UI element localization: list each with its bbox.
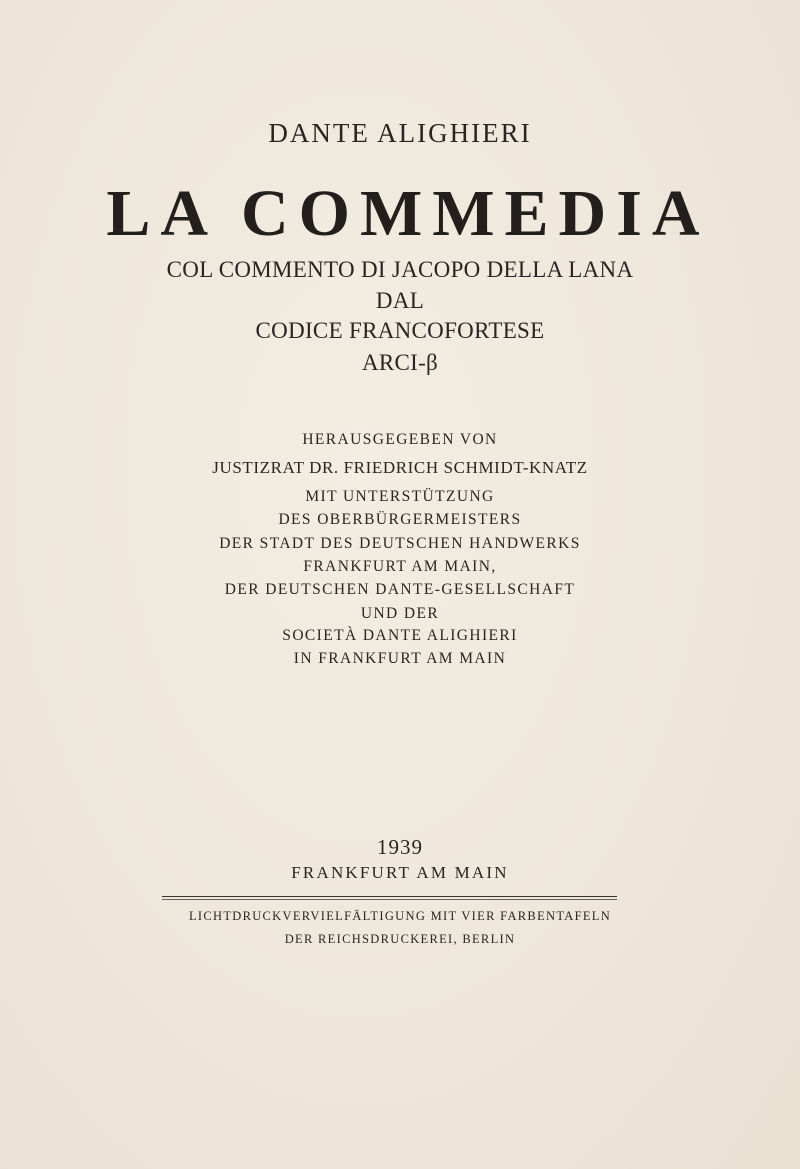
support-line: DES OBERBÜRGERMEISTERS <box>278 511 522 528</box>
editor-name: JUSTIZRAT DR. FRIEDRICH SCHMIDT-KNATZ <box>212 458 588 477</box>
support-line: FRANKFURT AM MAIN, <box>303 558 497 575</box>
printing-note: LICHTDRUCKVERVIELFÄLTIGUNG MIT VIER FARBENTAFELN <box>188 909 612 923</box>
subtitle-line: DAL <box>375 288 425 313</box>
printing-note: DER REICHSDRUCKEREI, BERLIN <box>284 932 516 946</box>
support-line: UND DER <box>360 605 440 622</box>
author-name: DANTE ALIGHIERI <box>268 118 532 148</box>
support-line: MIT UNTERSTÜTZUNG <box>305 488 495 505</box>
support-line: DER DEUTSCHEN DANTE-GESELLSCHAFT <box>224 581 576 598</box>
subtitle-line: CODICE FRANCOFORTESE <box>255 318 545 343</box>
divider-rule-thin <box>162 899 617 900</box>
subtitle-line: COL COMMENTO DI JACOPO DELLA LANA <box>166 257 634 282</box>
book-title: LA COMMEDIA <box>106 177 710 250</box>
publication-year: 1939 <box>377 835 423 859</box>
support-line: DER STADT DES DEUTSCHEN HANDWERKS <box>219 535 581 552</box>
support-line: IN FRANKFURT AM MAIN <box>293 650 507 667</box>
publication-city: FRANKFURT AM MAIN <box>291 863 509 882</box>
subtitle-line: ARCI-β <box>361 350 439 375</box>
support-line: SOCIETÀ DANTE ALIGHIERI <box>282 627 518 644</box>
divider-rule <box>162 896 617 897</box>
editor-heading: HERAUSGEGEBEN VON <box>302 431 498 448</box>
